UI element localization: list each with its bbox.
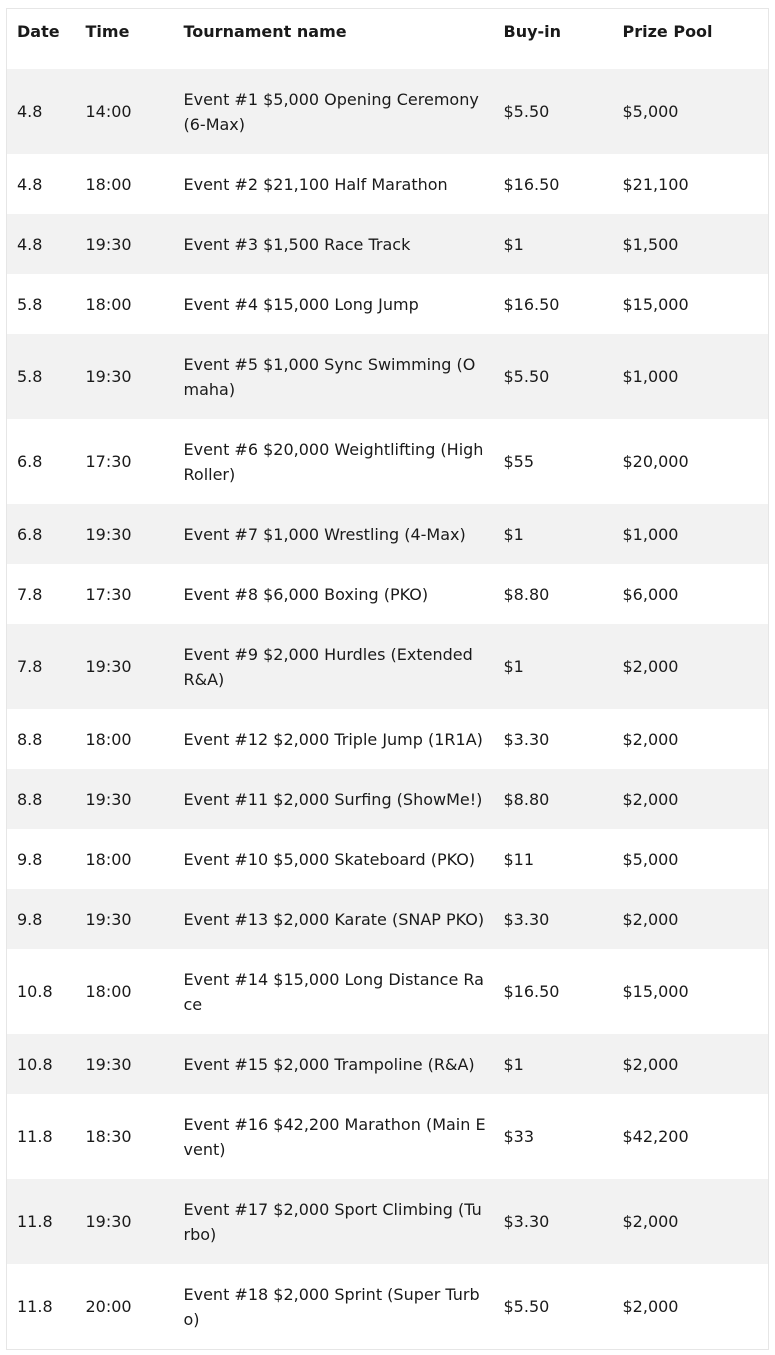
cell-date: 11.8	[17, 1212, 53, 1231]
cell-date: 4.8	[17, 234, 43, 254]
cell-buy-in: $8.80	[503, 584, 550, 604]
cell-time: 17:30	[85, 584, 132, 604]
cell-time: 18:30	[85, 1127, 132, 1146]
cell-tournament-name: Event #12 $2,000 Triple Jump (1R1A)	[183, 729, 483, 749]
cell-tournament-name: Event #3 $1,500 Race Track	[183, 234, 411, 254]
table-row	[7, 624, 769, 709]
cell-prize-pool: $20,000	[622, 452, 689, 471]
table-row	[7, 889, 769, 949]
cell-tournament-name: Event #9 $2,000 Hurdles (Extended R&A)	[183, 644, 473, 689]
cell-prize-pool: $2,000	[622, 1054, 679, 1074]
cell-buy-in: $1	[503, 234, 524, 254]
cell-date: 9.8	[17, 849, 43, 869]
cell-buy-in: $8.80	[503, 789, 550, 809]
cell-date: 7.8	[17, 657, 43, 676]
cell-buy-in: $11	[503, 849, 535, 869]
cell-prize-pool: $2,000	[622, 657, 679, 676]
cell-tournament-name: Event #7 $1,000 Wrestling (4-Max)	[183, 524, 466, 544]
table-row	[7, 949, 769, 1034]
cell-prize-pool: $21,100	[622, 174, 689, 194]
cell-tournament-name: Event #15 $2,000 Trampoline (R&A)	[183, 1054, 475, 1074]
cell-prize-pool: $1,500	[622, 234, 679, 254]
cell-buy-in: $16.50	[503, 174, 560, 194]
schedule-table	[6, 8, 769, 1350]
table-row	[7, 1179, 769, 1264]
cell-buy-in: $1	[503, 524, 524, 544]
cell-tournament-name: Event #18 $2,000 Sprint (Super Turbo)	[183, 1284, 480, 1329]
table-row	[7, 69, 769, 154]
cell-prize-pool: $2,000	[622, 909, 679, 929]
cell-tournament-name: Event #1 $5,000 Opening Ceremony (6-Max)	[183, 89, 479, 134]
cell-buy-in: $1	[503, 1054, 524, 1074]
cell-prize-pool: $5,000	[622, 102, 679, 121]
cell-date: 11.8	[17, 1127, 53, 1146]
cell-time: 17:30	[85, 452, 132, 471]
cell-time: 19:30	[85, 1054, 132, 1074]
cell-prize-pool: $15,000	[622, 982, 689, 1001]
cell-time: 19:30	[85, 367, 132, 386]
cell-time: 18:00	[85, 982, 132, 1001]
cell-buy-in: $55	[503, 452, 535, 471]
header-date: Date	[17, 22, 60, 41]
table-row	[7, 419, 769, 504]
cell-date: 9.8	[17, 909, 43, 929]
cell-time: 18:00	[85, 729, 132, 749]
table-row	[7, 334, 769, 419]
header-prize-pool: Prize Pool	[622, 22, 713, 41]
cell-tournament-name: Event #5 $1,000 Sync Swimming (Omaha)	[183, 354, 476, 399]
cell-date: 10.8	[17, 1054, 53, 1074]
cell-date: 11.8	[17, 1297, 53, 1316]
cell-prize-pool: $6,000	[622, 584, 679, 604]
cell-tournament-name: Event #17 $2,000 Sport Climbing (Turbo)	[183, 1199, 482, 1244]
cell-buy-in: $16.50	[503, 982, 560, 1001]
cell-date: 7.8	[17, 584, 43, 604]
table-row	[7, 154, 769, 214]
cell-tournament-name: Event #10 $5,000 Skateboard (PKO)	[183, 849, 476, 869]
table-row	[7, 769, 769, 829]
cell-time: 18:00	[85, 849, 132, 869]
cell-date: 8.8	[17, 789, 43, 809]
cell-time: 18:00	[85, 174, 132, 194]
cell-time: 20:00	[85, 1297, 132, 1316]
cell-prize-pool: $1,000	[622, 367, 679, 386]
table-row	[7, 1264, 769, 1350]
cell-date: 4.8	[17, 102, 43, 121]
cell-tournament-name: Event #13 $2,000 Karate (SNAP PKO)	[183, 909, 485, 929]
cell-prize-pool: $2,000	[622, 1297, 679, 1316]
cell-date: 10.8	[17, 982, 53, 1001]
cell-time: 19:30	[85, 789, 132, 809]
cell-buy-in: $3.30	[503, 729, 550, 749]
cell-buy-in: $5.50	[503, 367, 550, 386]
table-row	[7, 274, 769, 334]
cell-prize-pool: $2,000	[622, 1212, 679, 1231]
cell-prize-pool: $1,000	[622, 524, 679, 544]
header-row	[7, 9, 769, 70]
cell-buy-in: $5.50	[503, 102, 550, 121]
table-row	[7, 1034, 769, 1094]
table-row	[7, 1094, 769, 1179]
cell-tournament-name: Event #4 $15,000 Long Jump	[183, 294, 419, 314]
cell-date: 6.8	[17, 452, 43, 471]
cell-time: 18:00	[85, 294, 132, 314]
cell-date: 6.8	[17, 524, 43, 544]
cell-tournament-name: Event #16 $42,200 Marathon (Main Event)	[183, 1114, 486, 1159]
cell-buy-in: $3.30	[503, 909, 550, 929]
cell-prize-pool: $5,000	[622, 849, 679, 869]
table-row	[7, 564, 769, 624]
header-buy-in: Buy-in	[503, 22, 562, 41]
cell-prize-pool: $2,000	[622, 789, 679, 809]
cell-buy-in: $3.30	[503, 1212, 550, 1231]
cell-buy-in: $16.50	[503, 294, 560, 314]
header-tournament-name: Tournament name	[183, 22, 347, 41]
cell-time: 19:30	[85, 524, 132, 544]
cell-buy-in: $1	[503, 657, 524, 676]
table-row	[7, 709, 769, 769]
tournament-schedule	[6, 8, 768, 1350]
table-row	[7, 214, 769, 274]
cell-tournament-name: Event #11 $2,000 Surfing (ShowMe!)	[183, 789, 483, 809]
table-row	[7, 829, 769, 889]
table-row	[7, 504, 769, 564]
header-time: Time	[85, 22, 130, 41]
cell-buy-in: $5.50	[503, 1297, 550, 1316]
cell-prize-pool: $42,200	[622, 1127, 689, 1146]
cell-time: 19:30	[85, 909, 132, 929]
cell-tournament-name: Event #6 $20,000 Weightlifting (High Roller)	[183, 439, 484, 484]
cell-tournament-name: Event #8 $6,000 Boxing (PKO)	[183, 584, 429, 604]
cell-date: 4.8	[17, 174, 43, 194]
cell-prize-pool: $15,000	[622, 294, 689, 314]
cell-date: 5.8	[17, 294, 43, 314]
cell-date: 5.8	[17, 367, 43, 386]
cell-prize-pool: $2,000	[622, 729, 679, 749]
cell-tournament-name: Event #14 $15,000 Long Distance Race	[183, 969, 484, 1014]
cell-time: 19:30	[85, 657, 132, 676]
cell-time: 19:30	[85, 1212, 132, 1231]
cell-date: 8.8	[17, 729, 43, 749]
cell-time: 14:00	[85, 102, 132, 121]
cell-time: 19:30	[85, 234, 132, 254]
cell-buy-in: $33	[503, 1127, 535, 1146]
cell-tournament-name: Event #2 $21,100 Half Marathon	[183, 174, 448, 194]
